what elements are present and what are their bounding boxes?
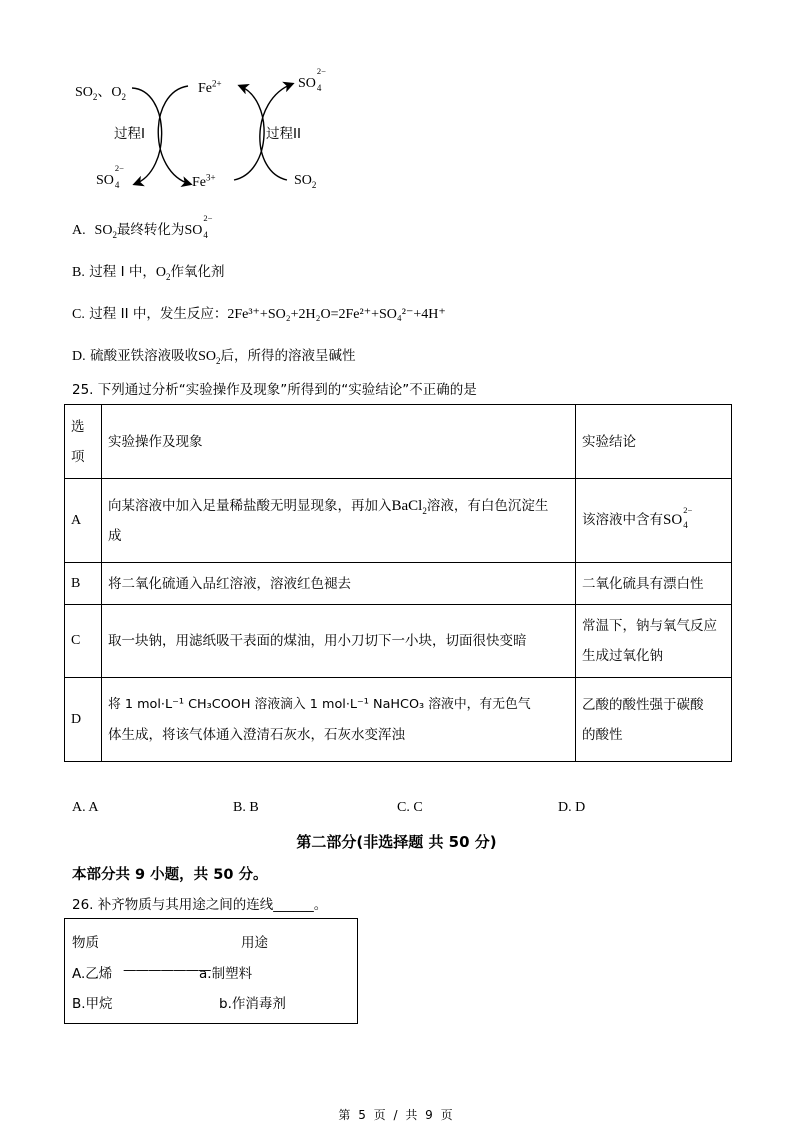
option-a-chem2: SO 2− $_4$ (184, 213, 213, 240)
option-d-chem: $SO_2$ (198, 349, 221, 366)
table-header-row (65, 405, 732, 479)
header-substance: 物质 (72, 935, 99, 951)
option-a-text: 最终转化为 (116, 222, 185, 238)
choice-c[interactable]: C. C (397, 800, 423, 815)
experiment-table (64, 404, 732, 762)
option-a-chem1: $SO_2$ (94, 223, 117, 240)
option-b-label: B. (72, 265, 85, 280)
table-row (65, 678, 732, 762)
reactant-so2-right: $SO_2$ (294, 173, 317, 190)
option-b[interactable] (72, 260, 225, 281)
process-1-label: 过程I (114, 126, 145, 142)
header-operation: 实验操作及现象 (102, 405, 576, 479)
table-row (65, 605, 732, 678)
species-fe3: $Fe^{3+}$ (192, 172, 216, 190)
choice-d[interactable]: D. D (558, 800, 586, 815)
connecting-line: ——————— (123, 962, 211, 978)
substance-a: A.乙烯 (72, 966, 113, 982)
use-a: a.制塑料 (199, 966, 253, 982)
option-c-text: 过程 II 中，发生反应： (89, 306, 228, 322)
species-fe2: $Fe^{2+}$ (198, 78, 222, 96)
product-so4-right: SO 2− $_4$ (298, 66, 326, 93)
row-option: B (65, 563, 102, 605)
row-operation: 将二氧化硫通入品红溶液，溶液红色褪去 (102, 563, 576, 605)
header-use: 用途 (241, 935, 268, 951)
table-row (65, 479, 732, 563)
option-b-text: 过程 I 中， (89, 264, 156, 280)
row-option: C (65, 605, 102, 678)
option-d-label: D. (72, 349, 86, 364)
row-operation: 向某溶液中加入足量稀盐酸无明显现象，再加入BaCl$_2$溶液，有白色沉淀生 成 (102, 479, 576, 563)
row-operation: 将 1 mol·L⁻¹ CH₃COOH 溶液滴入 1 mol·L⁻¹ NaHCO₃ 溶液中，有无色气 体生成，将该气体通入澄清石灰水，石灰水变浑浊 (102, 678, 576, 762)
part2-title: 第二部分(非选择题 共 50 分) (296, 833, 497, 851)
option-c[interactable] (72, 302, 446, 323)
row-conclusion: 常温下，钠与氧气反应 生成过氧化钠 (576, 605, 732, 678)
reactant-so2-o2: $SO_2$、$O_2$ (75, 85, 127, 102)
product-so4-left: SO 2− $_4$ (96, 163, 124, 190)
use-b: b.作消毒剂 (219, 996, 286, 1012)
row-conclusion: 该溶液中含有SO 2− $_4$ (576, 479, 732, 563)
choice-b[interactable]: B. B (233, 800, 259, 815)
substance-b: B.甲烷 (72, 996, 113, 1012)
option-c-label: C. (72, 307, 85, 322)
option-b-chem: $O_2$ (155, 265, 171, 282)
table-row (65, 563, 732, 605)
option-b-text2: 作氧化剂 (170, 264, 225, 280)
row-option: D (65, 678, 102, 762)
option-a[interactable] (72, 213, 213, 240)
reaction-cycle-diagram (60, 60, 350, 200)
part2-subtitle: 本部分共 9 小题，共 50 分。 (72, 867, 268, 883)
option-d[interactable] (72, 344, 355, 365)
option-d-text: 硫酸亚铁溶液吸收 (90, 348, 199, 364)
page-footer: 第 5 页 / 共 9 页 (338, 1108, 455, 1122)
question-26-stem: 26. 补齐物质与其用途之间的连线______。 (72, 897, 328, 913)
row-option: A (65, 479, 102, 563)
header-option: 选 项 (65, 405, 102, 479)
choice-a[interactable]: A. A (72, 800, 99, 815)
option-d-text2: 后，所得的溶液呈碱性 (220, 348, 356, 364)
row-conclusion: 乙酸的酸性强于碳酸 的酸性 (576, 678, 732, 762)
option-c-equation: 2Fe³⁺+SO₂+2H₂O=2Fe²⁺+SO₄²⁻+4H⁺ (227, 307, 446, 322)
question-25-stem: 25. 下列通过分析“实验操作及现象”所得到的“实验结论”不正确的是 (72, 382, 477, 398)
option-a-label: A. (72, 223, 86, 238)
header-conclusion: 实验结论 (576, 405, 732, 479)
row-conclusion: 二氧化硫具有漂白性 (576, 563, 732, 605)
process-2-label: 过程II (266, 126, 301, 142)
matching-box (64, 918, 358, 1024)
row-operation: 取一块钠，用滤纸吸干表面的煤油，用小刀切下一小块，切面很快变暗 (102, 605, 576, 678)
